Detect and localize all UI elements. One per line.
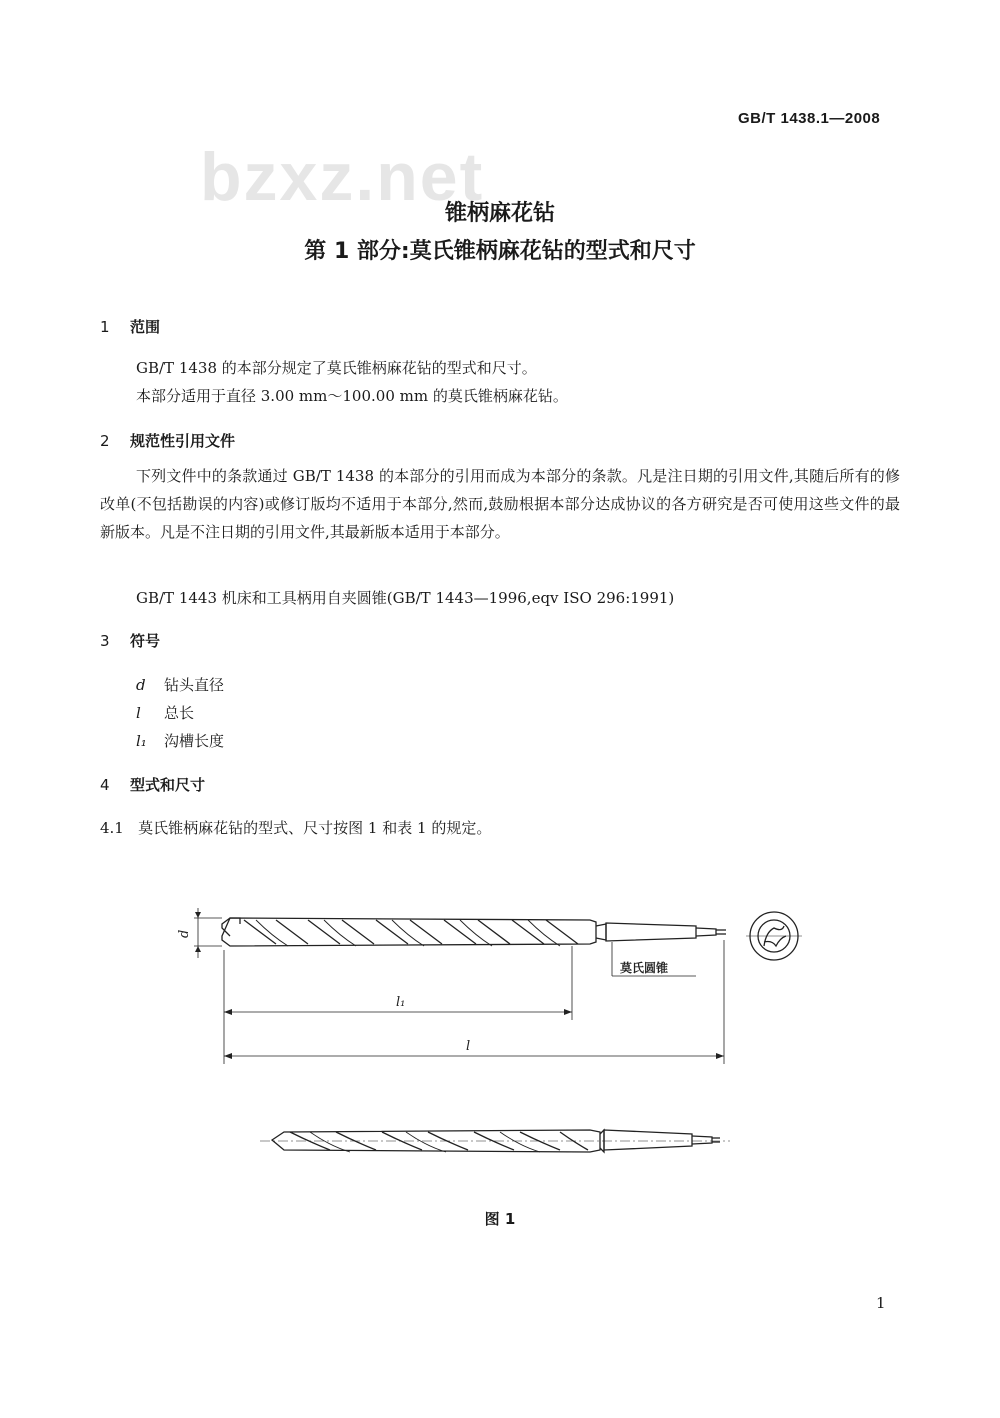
document-title: 锥柄麻花钻: [444, 201, 555, 226]
drill-end-view: [746, 912, 802, 960]
drill-bottom-view: [260, 1130, 730, 1152]
section-title: 型式和尺寸: [130, 776, 206, 794]
normative-reference: GB/T 1443 机床和工具柄用自夹圆锥(GB/T 1443—1996,eqv ISO 296:1991): [136, 589, 675, 607]
symbol-item: [136, 674, 224, 695]
dimension-l: [224, 1053, 724, 1059]
section-1-paragraph-2: 本部分适用于直径 3.00 mm～100.00 mm 的莫氏锥柄麻花钻。: [136, 387, 568, 405]
symbol-item: [136, 730, 224, 751]
section-number: 4: [100, 776, 110, 794]
drill-figure: [160, 880, 840, 1200]
page-number: 1: [876, 1294, 886, 1312]
section-number: 3: [100, 632, 110, 650]
symbol: d: [136, 676, 146, 694]
dimension-d: [194, 908, 222, 958]
section-title: 规范性引用文件: [130, 432, 236, 450]
section-3-heading: [100, 630, 160, 651]
section-number: 1: [100, 318, 110, 336]
section-1-paragraph-1: GB/T 1438 的本部分规定了莫氏锥柄麻花钻的型式和尺寸。: [136, 359, 537, 377]
symbol-description: 钻头直径: [164, 676, 225, 694]
watermark: bzxz.net: [200, 139, 485, 215]
drill-side-view: [222, 918, 726, 946]
symbol: l: [136, 704, 141, 722]
document-subtitle: 第 1 部分:莫氏锥柄麻花钻的型式和尺寸: [304, 239, 696, 264]
label-morse-taper: 莫氏圆锥: [620, 961, 669, 975]
figure-caption: 图 1: [484, 1210, 516, 1228]
symbol-description: 沟槽长度: [164, 732, 225, 750]
symbol-item: [136, 702, 194, 723]
subsection-4-1: 4.1 莫氏锥柄麻花钻的型式、尺寸按图 1 和表 1 的规定。: [100, 819, 492, 837]
label-l1: l₁: [396, 995, 406, 1010]
section-2-heading: [100, 430, 235, 451]
label-l: l: [466, 1039, 471, 1054]
standard-number: GB/T 1438.1—2008: [738, 110, 881, 127]
section-title: 范围: [130, 318, 161, 336]
section-title: 符号: [130, 632, 161, 650]
section-1-heading: [100, 316, 160, 337]
symbol: l₁: [136, 732, 147, 750]
symbol-description: 总长: [164, 704, 195, 722]
section-2-paragraph: 下列文件中的条款通过 GB/T 1438 的本部分的引用而成为本部分的条款。凡是注日期的引用文件,其随后所有的修改单(不包括勘误的内容)或修订版均不适用于本部分,然而,鼓励根据本部分达成协议的各方研究是否可使用这些文件的最新版本。凡是不注日期的引用文件,其最新版本适用于本部分。: [100, 467, 900, 541]
label-d: d: [177, 929, 192, 938]
section-number: 2: [100, 432, 110, 450]
section-4-heading: [100, 774, 205, 795]
